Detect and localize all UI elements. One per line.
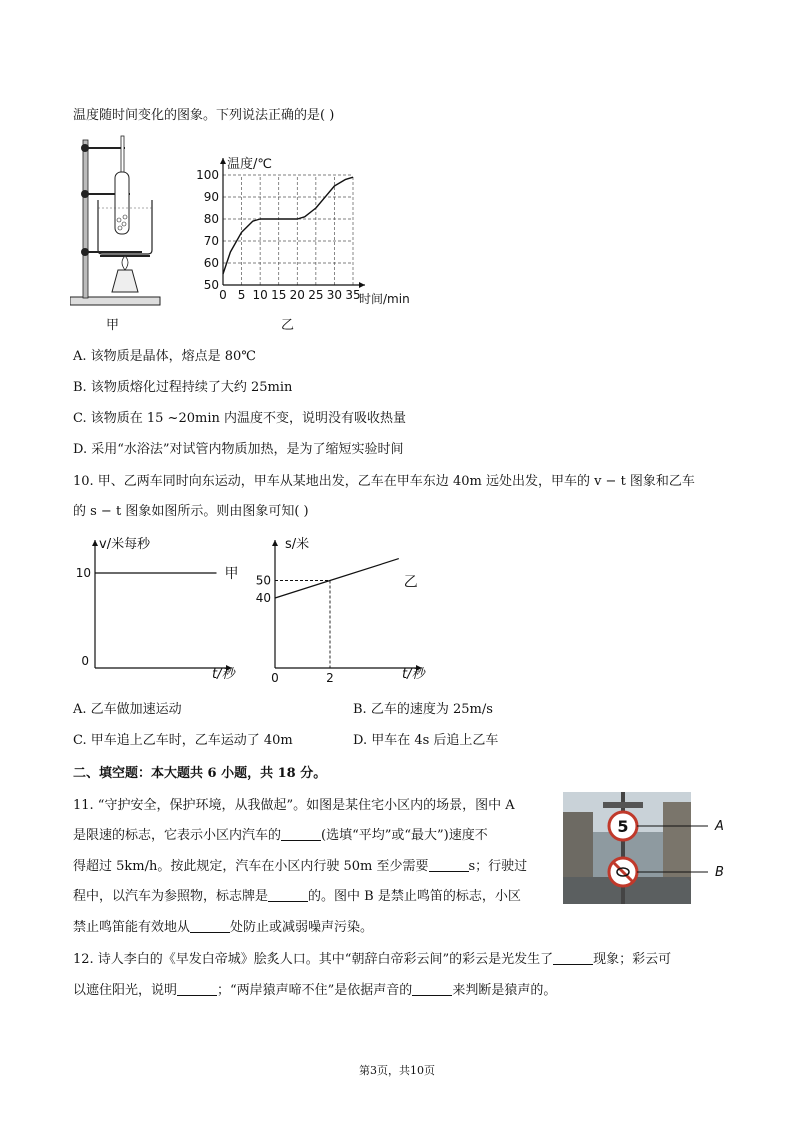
x-tick-label: 5 [237,288,246,302]
x-axis-label: t/秒 [212,667,235,682]
q9-option-c: C. 该物质在 15 ~20min 内温度不变，说明没有吸收热量 [73,411,406,426]
apparatus-figure [70,132,165,327]
x-tick-label: 2 [326,671,334,685]
answer-blank[interactable] [553,952,593,965]
displacement-time-chart [255,528,445,688]
answer-blank[interactable] [429,859,469,872]
answer-blank[interactable] [281,828,321,841]
section-heading: 二、填空题：本大题共 6 小题，共 18 分。 [73,766,327,781]
q11-line4: 程中，以汽车为参照物，标志牌是 的。图中 B 是禁止鸣笛的标志，小区 [73,889,521,904]
y-tick-label: 70 [203,234,219,248]
q10-option-b: B. 乙车的速度为 25m/s [353,702,493,717]
q11-line2: 是限速的标志，它表示小区内汽车的 (选填“平均”或“最大”)速度不 [73,828,488,843]
x-tick-label: 15 [271,288,287,302]
x-axis-label: t/秒 [402,667,425,682]
velocity-time-chart [70,528,250,688]
series-label-jia: 甲 [224,566,239,582]
y-tick-label: 10 [75,566,91,580]
answer-blank[interactable] [268,889,308,902]
q9-option-b: B. 该物质熔化过程持续了大约 25min [73,380,293,395]
y-axis-label: v/米每秒 [99,537,151,552]
x-tick-label: 20 [289,288,305,302]
x-tick-label: 30 [326,288,343,302]
series-label-yi: 乙 [403,574,418,591]
y-axis-arrow [92,540,98,546]
x-tick-label: 35 [345,288,361,302]
label-a: A [715,819,724,834]
y-axis-arrow [220,158,226,164]
q10-option-a: A. 乙车做加速运动 [73,702,182,717]
answer-blank[interactable] [177,983,217,996]
y-tick-label: 80 [203,212,219,226]
y-axis-label: s/米 [285,537,310,552]
q10-option-c: C. 甲车追上乙车时，乙车运动了 40m [73,733,293,748]
q11-line3: 得超过 5km/h。按此规定，汽车在小区内行驶 50m 至少需要 s；行驶过 [73,859,528,874]
label-b: B [715,865,724,880]
q9-option-a: A. 该物质是晶体，熔点是 80℃ [73,349,256,364]
y-tick-label: 100 [196,168,219,182]
q10-stem-line2: 的 s − t 图象如图所示。则由图象可知( ) [73,504,309,519]
y-tick-label: 40 [255,591,271,605]
origin-label: 0 [81,654,89,668]
q11-line1: 11. “守护安全，保护环境，从我做起”。如图是某住宅小区内的场景，图中 A [73,798,515,813]
q9-option-d: D. 采用“水浴法”对试管内物质加热，是为了缩短实验时间 [73,442,404,457]
y-axis-label: 温度/℃ [227,157,272,172]
road-sign-photo [563,792,733,907]
answer-blank[interactable] [412,983,452,996]
y-tick-label: 60 [203,256,219,270]
q12-line1: 12. 诗人李白的《早发白帝城》脍炙人口。其中“朝辞白帝彩云间”的彩云是光发生了 现象；彩云可 [73,952,672,967]
yi-displacement-line [275,559,399,598]
answer-blank[interactable] [190,920,230,933]
x-tick-label: 0 [219,288,227,302]
q11-line5: 禁止鸣笛能有效地从 处防止或减弱噪声污染。 [73,920,374,935]
origin-label: 0 [271,671,279,685]
x-tick-label: 25 [308,288,324,302]
y-axis-arrow [272,540,278,546]
fig-jia-label: 甲 [106,318,120,333]
y-tick-label: 90 [203,190,219,204]
q10-stem-line1: 10. 甲、乙两车同时向东运动，甲车从某地出发，乙车在甲车东边 40m 远处出发，甲车的 v − t 图象和乙车 [73,474,695,489]
x-axis-label: 时间/min [359,292,410,306]
q9-stem-tail: 温度随时间变化的图象。下列说法正确的是( ) [73,108,335,123]
q10-option-d: D. 甲车在 4s 后追上乙车 [353,733,499,748]
page-footer: 第3页，共10页 [359,1064,435,1077]
q12-line2: 以遮住阳光，说明 ；“两岸猿声啼不住”是依据声音的 来判断是猿声的。 [73,983,557,998]
y-tick-label: 50 [203,278,219,292]
temperature-curve [223,177,353,274]
x-tick-label: 10 [252,288,268,302]
fig-yi-label: 乙 [281,318,295,333]
temperature-time-chart [195,150,425,340]
speed-sign-number: 5 [617,817,629,836]
y-tick-label: 50 [255,573,271,588]
